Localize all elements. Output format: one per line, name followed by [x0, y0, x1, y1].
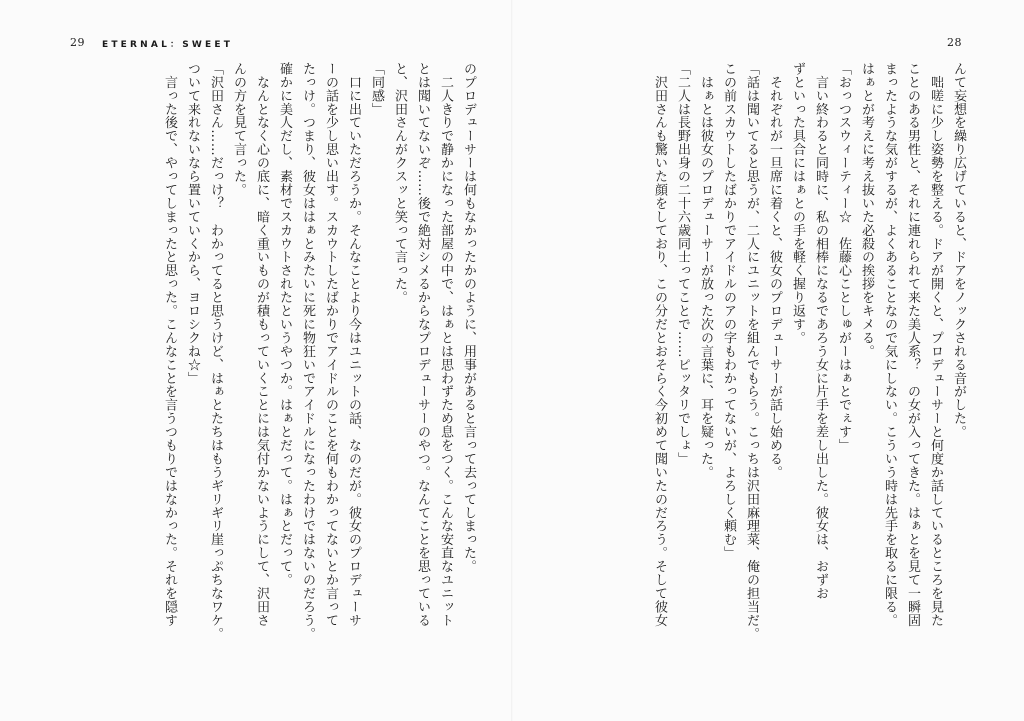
text-line: はぁとが考えに考え抜いた必殺の挨拶をキメる。 [859, 62, 874, 358]
text-line: ずといった具合にはぁとの手を軽く握り返す。 [790, 62, 805, 345]
text-line: それぞれが一旦席に着くと、彼女のプロデューサーが話し始める。 [767, 62, 782, 479]
text-line: ーの話を少し思い出す。スカウトしたばかりでアイドルのことを何もわかってないとか言って [323, 62, 338, 627]
text-line: んの方を見て言った。 [231, 62, 246, 197]
text-line: 確かに美人だし、素材でスカウトされたというやつか。はぁとだって。はぁとだって。 [277, 62, 292, 587]
text-line: と、沢田さんがクスッと笑って言った。 [392, 62, 407, 305]
running-title: ETERNAL：SWEET [102, 40, 234, 50]
text-line: 「二人は長野出身の二十六歳同士ってことで……ピッタリでしょ」 [675, 62, 690, 466]
right-page-text [580, 62, 970, 674]
text-line: ついて来れないなら置いていくから、ヨロシクね☆」 [185, 62, 200, 385]
text-line: なんとなく心の底に、暗く重いものが積もっていくことには気付かないようにして、沢田さ [254, 62, 269, 627]
text-line: 「話は聞いてると思うが、二人にユニットを組んでもらう。こっちは沢田麻理菜、俺の担当だ。 [744, 62, 759, 641]
text-line: 言い終わると同時に、私の相棒になるであろう女に片手を差し出した。彼女は、おずお [813, 62, 828, 600]
text-line: たっけ。つまり、彼女ははぁとみたいに死に物狂いでアイドルになったわけではないのだろう。 [300, 62, 315, 641]
text-line: 言った後で、やってしまったと思った。こんなことを言うつもりではなかった。それを隠す [162, 62, 177, 627]
text-line: 「沢田さん……だっけ？ わかってると思うけど、はぁとたちはもうギリギリ崖っぷちなワケ。 [208, 62, 223, 641]
page-gutter [511, 0, 513, 721]
text-line: とは聞いてないぞ……後で絶対シメるからなプロデューサーのやつ。なんてことを思っている [415, 62, 430, 627]
page-number-left: 29 [70, 36, 85, 49]
text-line: 口に出ていただろうか。そんなことより今はユニットの話、なのだが。彼女のプロデューサ [346, 62, 361, 627]
text-line: のプロデューサーは何もなかったかのように、用事があると言って去ってしまった。 [461, 62, 476, 574]
text-line: んて妄想を繰り広げていると、ドアをノックされる音がした。 [951, 62, 966, 439]
text-line: 二人きりで静かになった部屋の中で、はぁとは思わずため息をつく。こんな安直なユニット [438, 62, 453, 627]
text-line: はぁとは彼女のプロデューサーが放った次の言葉に、耳を疑った。 [698, 62, 713, 479]
left-page-text [70, 62, 480, 674]
text-line: 「同感」 [369, 62, 384, 116]
text-line: 咄嗟に少し姿勢を整える。ドアが開くと、プロデューサーと何度か話しているところを見た [928, 62, 943, 627]
text-line: ことのある男性と、それに連れられて来た美人系？ の女が入ってきた。はぁとを見て一瞬固 [905, 62, 920, 627]
page-number-right: 28 [947, 36, 962, 49]
text-line: この前スカウトしたばかりでアイドルのアの字もわかってないが、よろしく頼む」 [721, 62, 736, 560]
text-line: まったような気がするが、よくあることなので気にしない。こういう時は先手を取るに限る。 [882, 62, 897, 627]
text-line: 「おっつスウィーティー☆ 佐藤心ことしゅがーはぁとでぇす」 [836, 62, 851, 453]
text-line: 沢田さんも驚いた顔をしており、この分だとおそらく今初めて聞いたのだろう。そして彼女 [652, 62, 667, 627]
